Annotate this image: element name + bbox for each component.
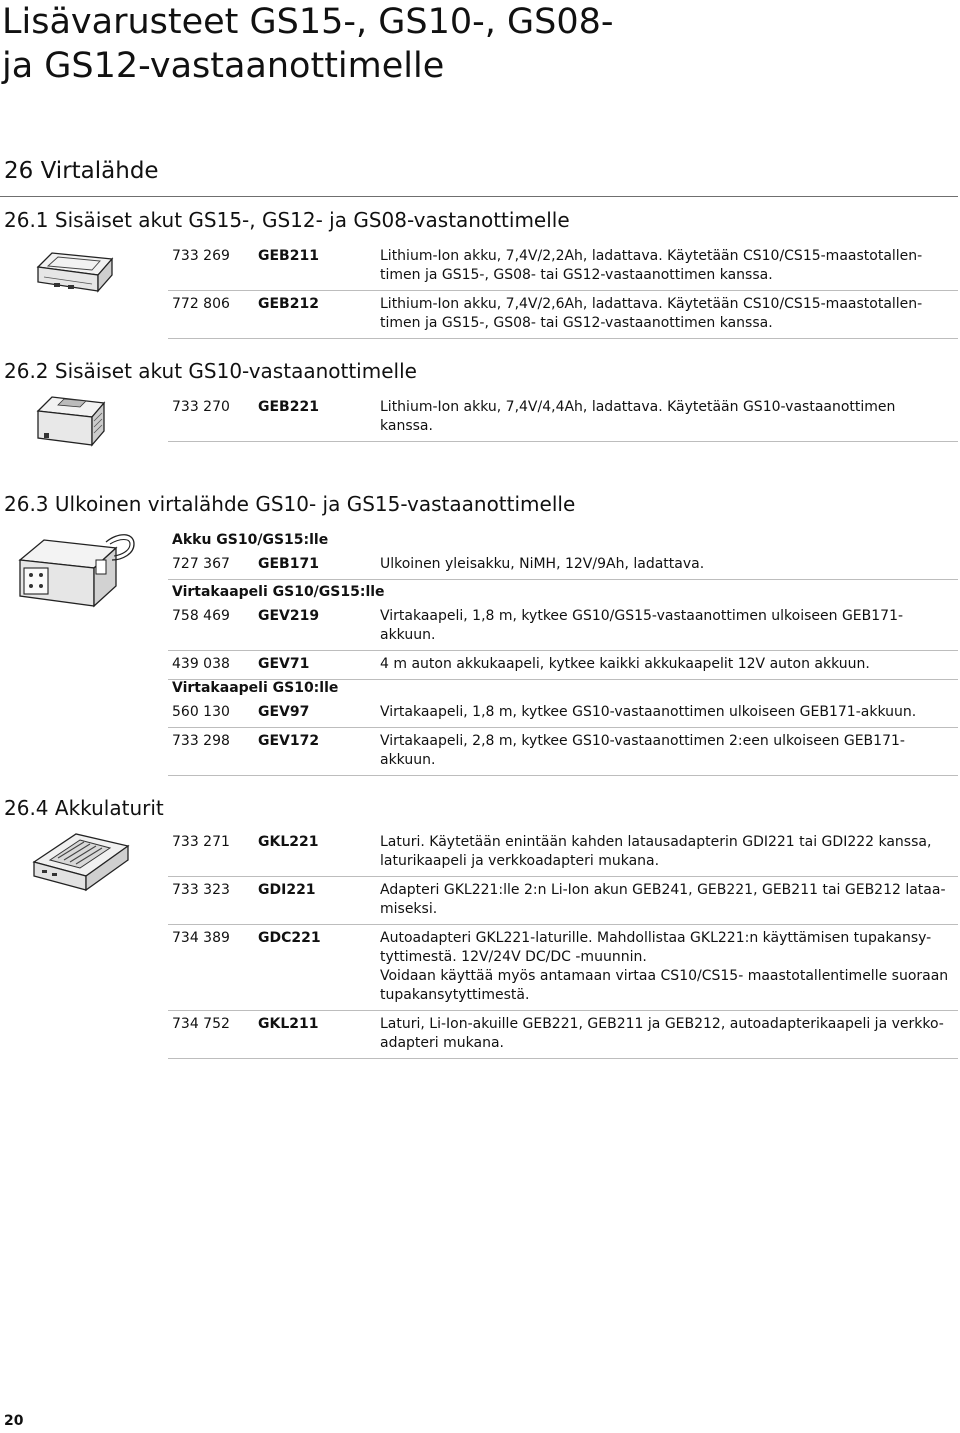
table-row [168,929,958,1011]
product-model: GEB221 [258,399,319,415]
table-26-4 [168,833,958,1063]
table-row [168,555,958,580]
document-title-line-2: ja GS12-vastaanottimelle [2,46,445,86]
table-26-2 [168,398,958,446]
product-description [380,833,958,871]
product-model: GEB171 [258,556,319,572]
description-line: Laturi. Käytetään enintään kahden latausadapterin GDI221 tai GDI222 kanssa, [380,834,932,850]
description-line: timen ja GS15-, GS08- tai GS12-vastaanottimen kanssa. [380,315,773,331]
battery-large-icon [34,393,108,455]
product-description [380,881,958,919]
table-row [168,703,958,728]
description-line: kanssa. [380,418,433,434]
product-code: 733 270 [172,399,230,415]
product-description [380,732,958,770]
description-line: Virtakaapeli, 1,8 m, kytkee GS10-vastaanottimen ulkoiseen GEB171-akkuun. [380,704,917,720]
battery-charger-icon [30,828,132,902]
description-line: Lithium-Ion akku, 7,4V/4,4Ah, ladattava. Käytetään GS10-vastaanottimen [380,399,896,415]
description-line: Lithium-Ion akku, 7,4V/2,2Ah, ladattava. Käytetään CS10/CS15-maastotallen- [380,248,923,264]
table-26-3-cable-gs10 [168,703,958,780]
product-code: 734 389 [172,930,230,946]
product-code: 733 323 [172,882,230,898]
description-line: Ulkoinen yleisakku, NiMH, 12V/9Ah, ladattava. [380,556,705,572]
description-line: miseksi. [380,901,438,917]
page-number: 20 [4,1413,24,1429]
group-heading: Virtakaapeli GS10:lle [172,680,339,696]
description-line: 4 m auton akkukaapeli, kytkee kaikki akkukaapelit 12V auton akkuun. [380,656,870,672]
section-title-26-4: 26.4 Akkulaturit [4,796,164,820]
group-heading: Akku GS10/GS15:lle [172,532,329,548]
description-line: timen ja GS15-, GS08- tai GS12-vastaanottimen kanssa. [380,267,773,283]
product-model: GEV219 [258,608,320,624]
product-code: 733 271 [172,834,230,850]
product-code: 758 469 [172,608,230,624]
product-code: 733 269 [172,248,230,264]
description-line: Virtakaapeli, 2,8 m, kytkee GS10-vastaanottimen 2:een ulkoiseen GEB171- [380,733,905,749]
section-title-26-3: 26.3 Ulkoinen virtalähde GS10- ja GS15-vastaanottimelle [4,492,576,516]
description-line: Voidaan käyttää myös antamaan virtaa CS10/CS15- maastotallentimelle suoraan [380,968,949,984]
external-battery-icon [14,530,140,614]
description-line: Virtakaapeli, 1,8 m, kytkee GS10/GS15-vastaanottimen ulkoiseen GEB171- [380,608,904,624]
chapter-divider [0,196,958,197]
description-line: akkuun. [380,752,436,768]
description-line: akkuun. [380,627,436,643]
table-26-3-cable-gs10-gs15 [168,607,958,684]
product-model: GDC221 [258,930,321,946]
description-line: tyttimestä. 12V/24V DC/DC -muunnin. [380,949,647,965]
table-26-1 [168,247,958,343]
product-description [380,295,958,333]
product-code: 734 752 [172,1016,230,1032]
table-row [168,607,958,651]
battery-pack-icon [34,247,116,301]
product-description [380,607,958,645]
table-row [168,655,958,680]
description-line: adapteri mukana. [380,1035,504,1051]
product-model: GKL211 [258,1016,319,1032]
group-heading: Virtakaapeli GS10/GS15:lle [172,584,385,600]
table-26-3-battery [168,555,958,584]
table-row [168,247,958,291]
product-model: GEV172 [258,733,320,749]
table-row [168,398,958,442]
product-description [380,247,958,285]
table-row [168,295,958,339]
product-description [380,703,958,722]
document-title [2,0,942,88]
document-title-line-1: Lisävarusteet GS15-, GS10-, GS08- [2,2,614,42]
product-model: GEV97 [258,704,310,720]
product-description [380,398,958,436]
product-description [380,1015,958,1053]
product-code: 772 806 [172,296,230,312]
product-model: GDI221 [258,882,316,898]
table-row [168,732,958,776]
product-model: GKL221 [258,834,319,850]
description-line: tupakansytyttimestä. [380,987,530,1003]
description-line: Laturi, Li-Ion-akuille GEB221, GEB211 ja GEB212, autoadapterikaapeli ja verkko- [380,1016,944,1032]
section-title-26-1: 26.1 Sisäiset akut GS15-, GS12- ja GS08-vastanottimelle [4,208,570,232]
description-line: laturikaapeli ja verkkoadapteri mukana. [380,853,660,869]
product-description [380,655,958,674]
table-row [168,881,958,925]
product-description [380,929,958,1005]
chapter-title: 26 Virtalähde [4,158,159,184]
product-description [380,555,958,574]
table-row [168,833,958,877]
product-code: 560 130 [172,704,230,720]
product-code: 727 367 [172,556,230,572]
product-model: GEV71 [258,656,310,672]
product-model: GEB211 [258,248,319,264]
description-line: Autoadapteri GKL221-laturille. Mahdollistaa GKL221:n käyttämisen tupakansy- [380,930,932,946]
product-model: GEB212 [258,296,319,312]
table-row [168,1015,958,1059]
description-line: Adapteri GKL221:lle 2:n Li-Ion akun GEB241, GEB221, GEB211 tai GEB212 lataa- [380,882,946,898]
description-line: Lithium-Ion akku, 7,4V/2,6Ah, ladattava. Käytetään CS10/CS15-maastotallen- [380,296,923,312]
product-code: 439 038 [172,656,230,672]
product-code: 733 298 [172,733,230,749]
section-title-26-2: 26.2 Sisäiset akut GS10-vastaanottimelle [4,359,417,383]
